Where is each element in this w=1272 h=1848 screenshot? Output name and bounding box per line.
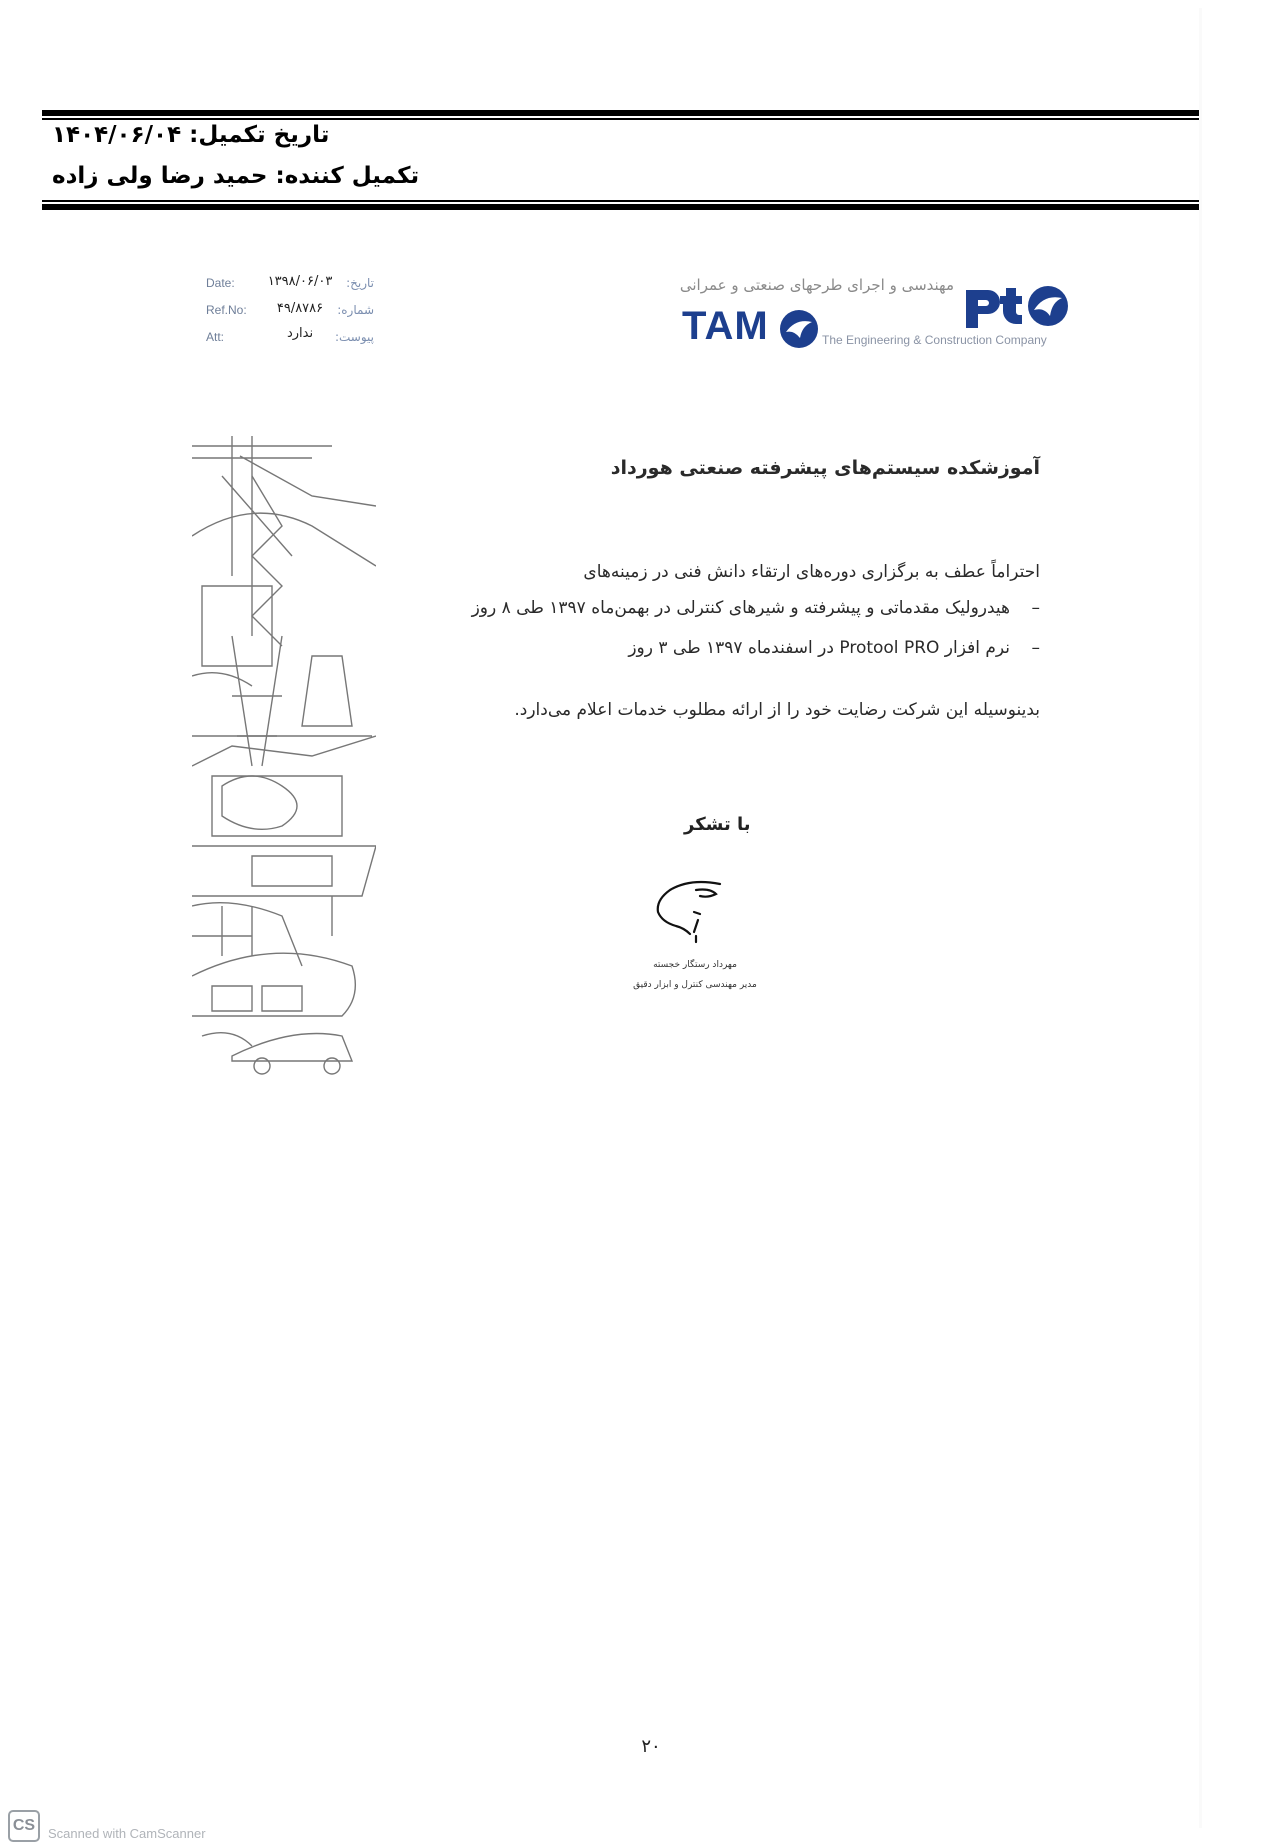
letter-closing: بدینوسیله این شرکت رضایت خود را از ارائه مطلوب خدمات اعلام می‌دارد.	[514, 700, 1040, 720]
company-name-fa: مهندسی و اجرای طرحهای صنعتی و عمرانی	[679, 276, 954, 294]
header-bottom-rule-thin	[42, 200, 1200, 202]
meta-date-value: ۱۳۹۸/۰۶/۰۳	[267, 274, 333, 289]
header-top-rule-thick	[42, 110, 1200, 116]
meta-ref-label-fa: شماره:	[337, 303, 374, 317]
handwritten-signature	[650, 876, 730, 952]
list-item-text: هیدرولیک مقدماتی و پیشرفته و شیرهای کنترلی در بهمن‌ماه ۱۳۹۷ طی ۸ روز	[471, 598, 1010, 618]
completion-date: تاریخ تکمیل: ۱۴۰۴/۰۶/۰۴	[52, 122, 330, 148]
company-name-en: The Engineering & Construction Company	[822, 333, 1047, 347]
header-top-rule-thin	[42, 118, 1200, 120]
header-bottom-rule-thick	[42, 204, 1200, 210]
camscanner-logo-icon: CS	[8, 1810, 40, 1842]
meta-date-label-en: Date:	[206, 276, 235, 290]
letter-list-item	[628, 638, 1040, 658]
signer-title: مدیر مهندسی کنترل و ابزار دقیق	[633, 980, 757, 990]
meta-row-attachment	[204, 326, 374, 350]
list-item-text: نرم افزار Protool PRO در اسفندماه ۱۳۹۷ طی ۳ روز	[628, 638, 1010, 658]
scan-edge	[1199, 8, 1202, 1828]
camscanner-text: Scanned with CamScanner	[48, 1826, 206, 1841]
meta-ref-label-en: Ref.No:	[206, 303, 247, 317]
meta-att-label-en: Att:	[206, 330, 225, 344]
tam-swirl-icon	[778, 308, 820, 350]
completed-by: تکمیل کننده: حمید رضا ولی زاده	[52, 163, 420, 189]
company-abbr: TAM	[682, 304, 769, 348]
letter-meta	[204, 276, 374, 356]
letter-recipient: آموزشکده سیستم‌های پیشرفته صنعتی هورداد	[610, 457, 1040, 479]
letter-thanks: با تشکر	[684, 814, 751, 835]
meta-date-label-fa: تاریخ:	[346, 276, 374, 290]
list-dash: –	[1031, 598, 1040, 618]
meta-ref-value: ۴۹/۸۷۸۶	[276, 301, 324, 316]
signer-name: مهرداد رستگار خجسته	[653, 960, 737, 970]
list-dash: –	[1031, 638, 1040, 658]
pte-logo-icon	[960, 280, 1070, 332]
meta-row-ref	[204, 303, 374, 323]
letter-intro: احتراماً عطف به برگزاری دوره‌های ارتقاء دانش فنی در زمینه‌های	[583, 562, 1040, 582]
page-number: ۲۰	[641, 1736, 661, 1757]
company-logo	[680, 272, 1072, 352]
meta-att-label-fa: پیوست:	[334, 330, 374, 344]
meta-att-value: ندارد	[286, 326, 314, 341]
meta-row-date	[204, 276, 374, 296]
letter-list-item	[472, 598, 1040, 618]
industrial-illustration	[192, 436, 376, 1076]
